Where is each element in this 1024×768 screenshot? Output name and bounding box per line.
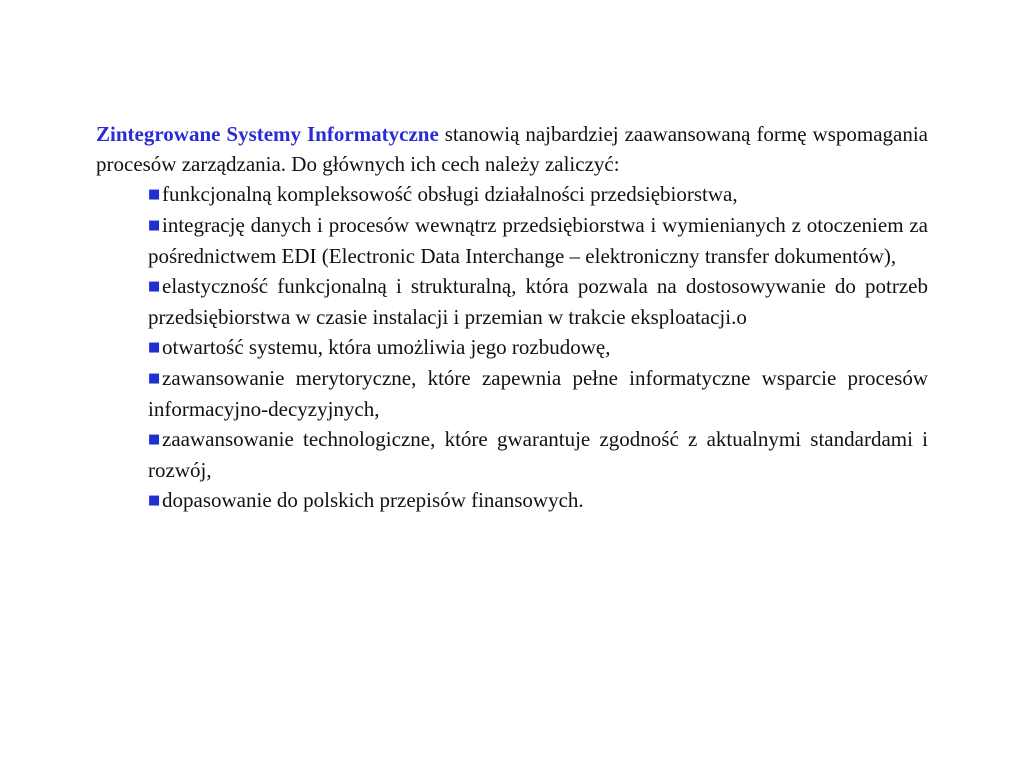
intro-text: stanowią najbardziej zaawansowaną formę wspomagania procesów zarządzania. Do głównych ich cech należy zaliczyć: <box>96 122 928 176</box>
square-bullet-icon: ■ <box>148 340 161 355</box>
list-item-text: funkcjonalną kompleksowość obsługi działalności przedsiębiorstwa, <box>162 182 738 206</box>
square-bullet-icon: ■ <box>148 432 161 447</box>
list-item <box>148 485 928 516</box>
intro-paragraph <box>96 119 928 179</box>
list-item-text: elastyczność funkcjonalną i strukturalną, która pozwala na dostosowywanie do potrzeb przedsiębiorstwa w czasie instalacji i przemian w trakcie eksploatacji.o <box>148 274 928 329</box>
list-item <box>148 210 928 271</box>
square-bullet-icon: ■ <box>148 493 161 508</box>
list-item <box>148 424 928 485</box>
list-item <box>148 363 928 424</box>
list-item <box>148 271 928 332</box>
slide-content <box>96 119 928 516</box>
feature-list <box>96 179 928 516</box>
square-bullet-icon: ■ <box>148 371 161 386</box>
square-bullet-icon: ■ <box>148 187 161 202</box>
square-bullet-icon: ■ <box>148 279 161 294</box>
intro-term: Zintegrowane Systemy Informatyczne <box>96 122 439 146</box>
list-item <box>148 332 928 363</box>
list-item-text: zawansowanie merytoryczne, które zapewnia pełne informatyczne wsparcie procesów informacyjno-decyzyjnych, <box>148 366 928 421</box>
list-item-text: otwartość systemu, która umożliwia jego rozbudowę, <box>162 335 611 359</box>
list-item <box>148 179 928 210</box>
list-item-text: integrację danych i procesów wewnątrz przedsiębiorstwa i wymienianych z otoczeniem za pośrednictwem EDI (Electronic Data Interchange – elektroniczny transfer dokumentów), <box>148 213 928 268</box>
list-item-text: dopasowanie do polskich przepisów finansowych. <box>162 488 584 512</box>
square-bullet-icon: ■ <box>148 218 161 233</box>
list-item-text: zaawansowanie technologiczne, które gwarantuje zgodność z aktualnymi standardami i rozwój, <box>148 427 928 482</box>
